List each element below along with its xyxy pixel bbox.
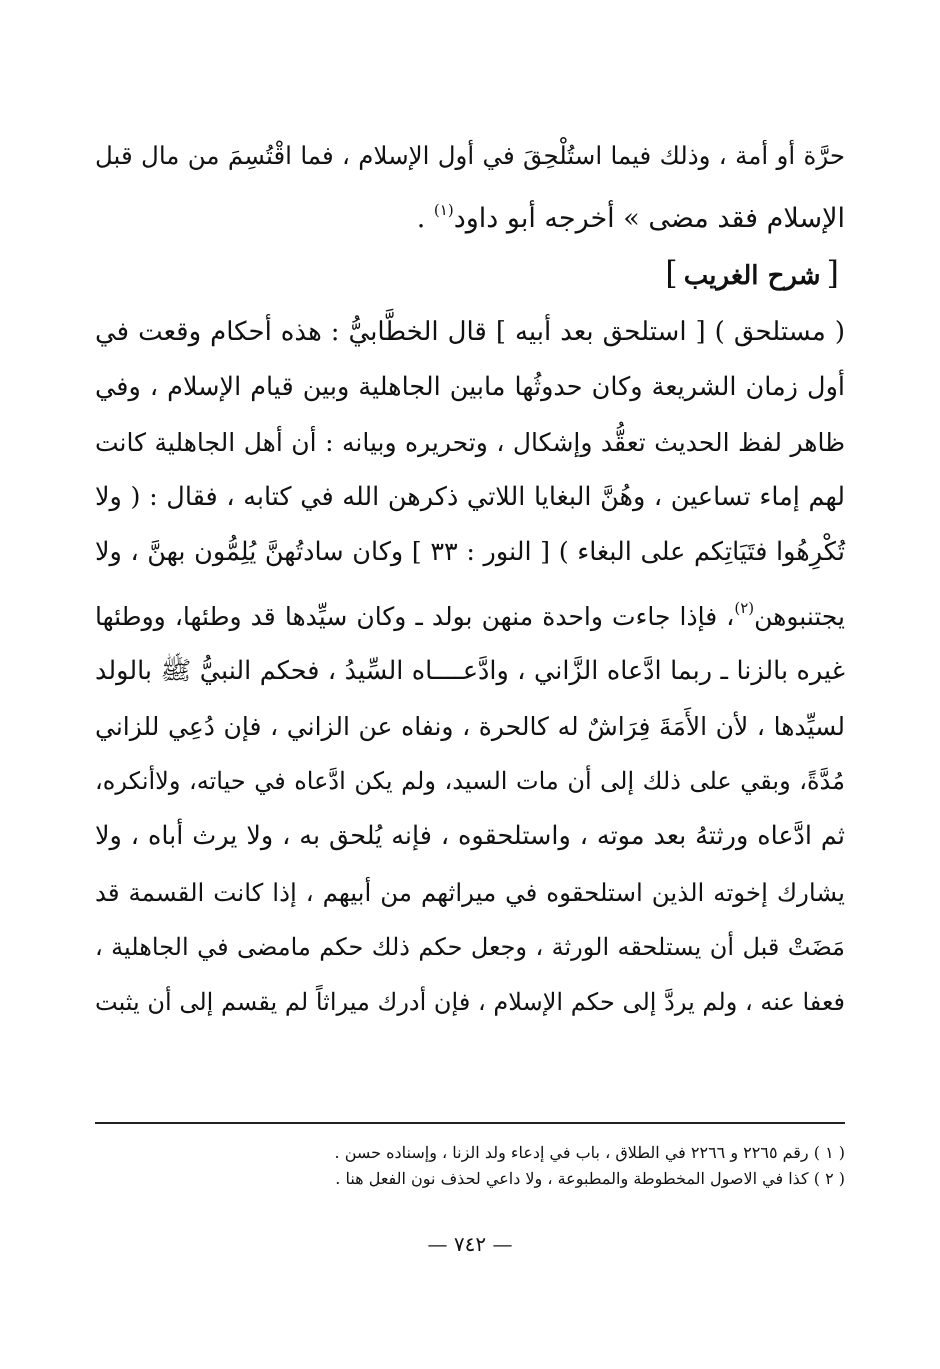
section-heading bbox=[95, 246, 845, 304]
footnotes bbox=[95, 1140, 845, 1192]
page-number: — ٧٤٢ — bbox=[427, 1232, 513, 1256]
text-line-4: أول زمان الشريعة وكان حدوثُها مابين الجاهلية وبين قيام الإسلام ، وفي bbox=[95, 371, 845, 402]
text-line-12: ثم ادَّعاه ورثتهُ بعد موته ، واستلحقوه ، فإنه يُلحق به ، ولا يرث أباه ، ولا bbox=[95, 821, 845, 852]
text-line-1: حرَّة أو أمة ، وذلك فيما استُلْحِقَ في أول الإسلام ، فما اقْتُسِمَ من مال قبل bbox=[95, 141, 845, 170]
text-line-10: لسيِّدها ، لأن الأَمَةَ فِرَاشٌ له كالحرة ، ونفاه عن الزاني ، فإن دُعِي للزاني bbox=[95, 712, 845, 742]
text-line-3: ( مستلحق ) [ استلحق بعد أبيه ] قال الخطَّابيُّ : هذه أحكام وقعت في bbox=[95, 316, 845, 347]
footnote-reference-2: (٢) bbox=[734, 598, 755, 617]
footnote-1: ( ١ ) رقم ٢٢٦٥ و ٢٢٦٦ في الطلاق ، باب في إدعاء ولد الزنا ، وإسناده حسن . bbox=[334, 1143, 845, 1162]
main-text bbox=[95, 128, 845, 1030]
footnote-reference-1: (١) bbox=[433, 201, 454, 220]
footnote-2: ( ٢ ) كذا في الاصول المخطوطة والمطبوعة ، ولا داعي لحذف نون الفعل هنا . bbox=[335, 1169, 845, 1188]
text-line-2 bbox=[95, 183, 845, 246]
text-line-11: مُدَّةً، وبقي على ذلك إلى أن مات السيد، ولم يكن ادَّعاه في حياته، ولاأنكره، bbox=[95, 767, 845, 796]
heading-title: شرح الغريب bbox=[683, 261, 821, 292]
footnote-divider bbox=[95, 1122, 845, 1124]
text-line-9: غيره بالزنا ـ ربما ادَّعاه الزَّاني ، وادَّعــــاه السِّيدُ ، فحكم النبيُّ ﷺ بالولد bbox=[95, 655, 845, 686]
text-line-2-end: . bbox=[416, 203, 426, 235]
text-line-2-main: الإسلام فقد مضى » أخرجه أبو داود bbox=[453, 203, 845, 235]
text-line-5: ظاهر لفظ الحديث تعقُّد وإشكال ، وتحريره وبيانه : أن أهل الجاهلية كانت bbox=[95, 428, 845, 458]
text-line-15: فعفا عنه ، ولم يردَّ إلى حكم الإسلام ، فإن أدرك ميراثاً لم يقسم إلى أن يثبت bbox=[95, 988, 845, 1017]
text-line-14: مَضَتْ قبل أن يستلحقه الورثة ، وجعل حكم ذلك حكم مامضى في الجاهلية ، bbox=[95, 932, 845, 961]
text-line-6: لهم إماء تساعين ، وهُنَّ البغايا اللاتي ذكرهن الله في كتابه ، فقال : ( ولا bbox=[95, 482, 845, 513]
text-line-7: تُكْرِهُوا فتَيَاتِكم على البغاء ) [ النور : ٣٣ ] وكان سادتُهنَّ يُلِمُّون بهنَّ ، ولا bbox=[95, 537, 845, 568]
heading-open-bracket: [ bbox=[826, 254, 839, 293]
heading-close-bracket: ] bbox=[665, 254, 678, 293]
text-line-13: يشارك إخوته الذين استلحقوه في ميراثهم من أبيهم ، إذا كانت القسمة قد bbox=[95, 877, 845, 907]
text-line-8 bbox=[95, 581, 845, 644]
text-line-8-start: يجتنبوهن bbox=[754, 601, 845, 631]
text-line-8-rest: ، فإذا جاءت واحدة منهن بولد ـ وكان سيِّدها قد وطئها، ووطئها bbox=[95, 601, 735, 631]
